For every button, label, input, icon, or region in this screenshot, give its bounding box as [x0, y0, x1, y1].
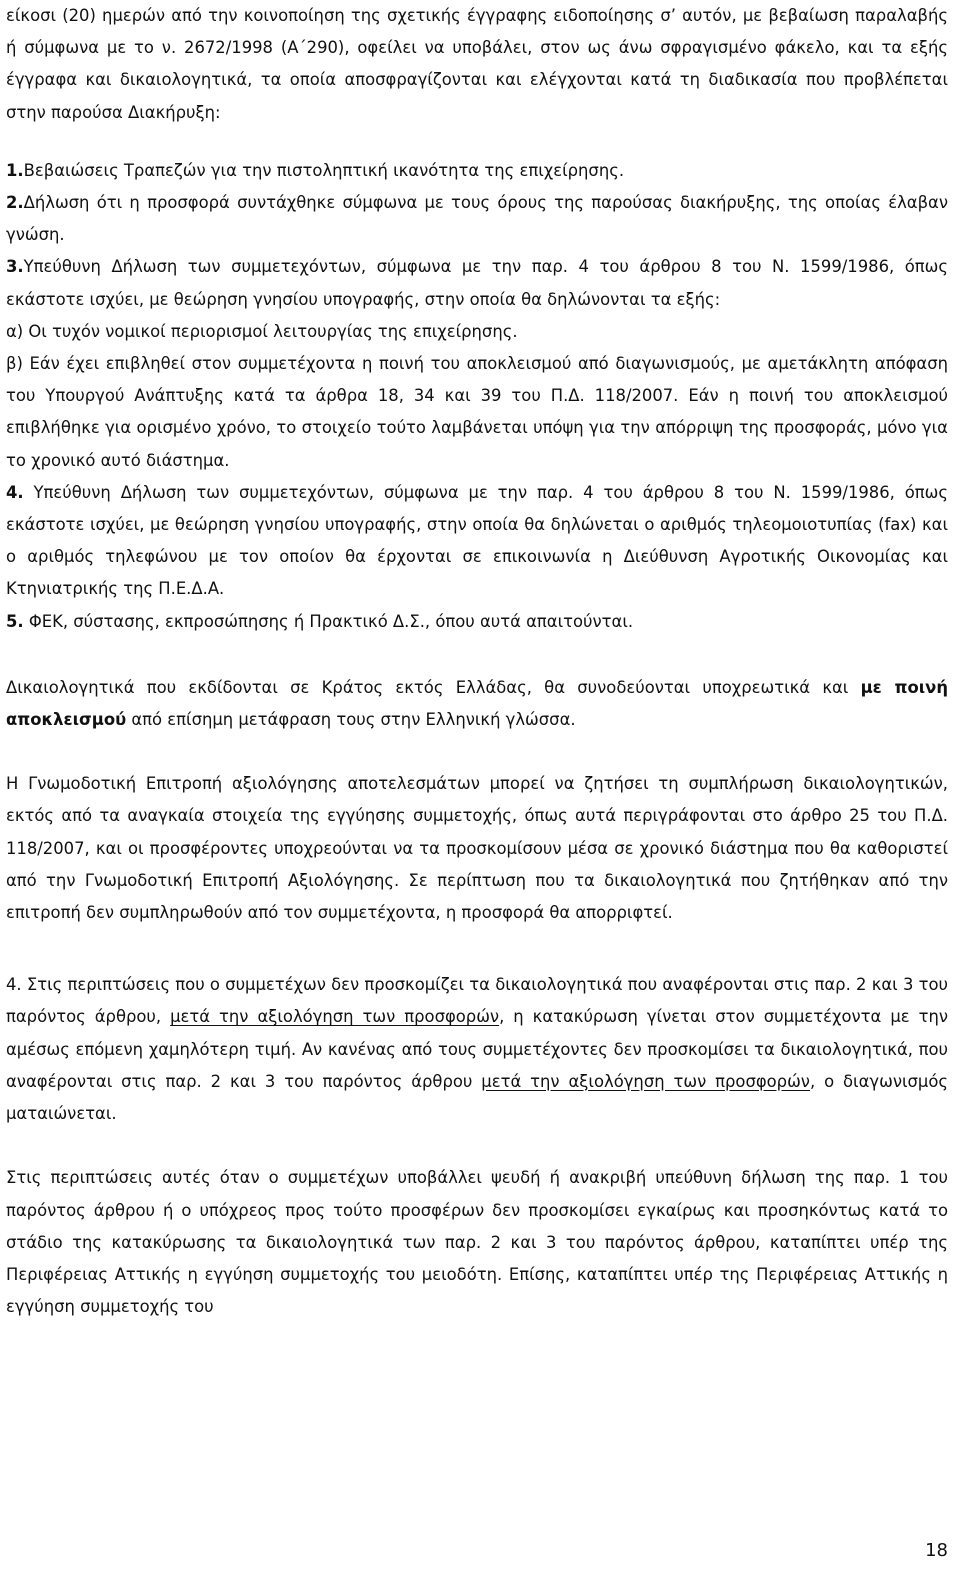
list-item-1 [6, 155, 948, 187]
document-page [6, 0, 948, 1323]
list-item-5 [6, 606, 948, 638]
spacer [6, 929, 948, 969]
text-run: Δικαιολογητικά που εκδίδονται σε Κράτος εκτός Ελλάδας, θα συνοδεύονται υποχρεωτικά και [6, 677, 861, 697]
spacer [6, 129, 948, 155]
foreign-documents-paragraph [6, 672, 948, 736]
item-text: ΦΕΚ, σύστασης, εκπροσώπησης ή Πρακτικό Δ.Σ., όπου αυτά απαιτούνται. [23, 611, 634, 631]
point-4-paragraph [6, 969, 948, 1130]
text-run: , η κατακύρωση γίνεται στον συμμετέχοντα με την αμέσως επόμενη χαμηλότερη τιμή. Αν κανένας από τους συμμετέχοντες δεν προσκομίσει τα δικαιολογητικά, που αναφέρονται στις παρ. 2 και 3 του παρόντος άρθρου [6, 1007, 949, 1091]
item-number: 1. [6, 160, 24, 180]
list-item-3 [6, 251, 948, 315]
spacer [6, 1130, 948, 1162]
underlined-text-run: μετά την αξιολόγηση των προσφορών [481, 1071, 810, 1091]
list-subitem-b: β) Εάν έχει επιβληθεί στον συμμετέχοντα η ποινή του αποκλεισμού από διαγωνισμούς, με αμετάκλητη απόφαση του Υπουργού Ανάπτυξης κατά τα άρθρα 18, 34 και 39 του Π.Δ. 118/2007. Εάν η ποινή του αποκλεισμού επιβλήθηκε για ορισμένο χρόνο, το στοιχείο τούτο λαμβάνεται υπόψη για την απόρριψη της προσφοράς, μόνο για το χρονικό αυτό διάστημα. [6, 354, 948, 470]
item-number: 3. [6, 257, 24, 277]
item-text: Βεβαιώσεις Τραπεζών για την πιστοληπτική ικανότητα της επιχείρησης. [23, 160, 625, 180]
committee-paragraph: Η Γνωμοδοτική Επιτροπή αξιολόγησης αποτελεσμάτων μπορεί να ζητήσει τη συμπλήρωση δικαιολογητικών, εκτός από τα αναγκαία στοιχεία της εγγύησης συμμετοχής, όπως αυτά περιγράφονται στο άρθρο 25 του Π.Δ. 118/2007, και οι προσφέροντες υποχρεούνται να τα προσκομίσουν μέσα σε χρονικό διάστημα που θα καθοριστεί από την Γνωμοδοτική Επιτροπή Αξιολόγησης. Σε περίπτωση που τα δικαιολογητικά που ζητήθηκαν από την επιτροπή δεν συμπληρωθούν από τον συμμετέχοντα, η προσφορά θα απορριφτεί. [6, 774, 948, 923]
bold-text-run: με ποινή αποκλεισμού [6, 677, 948, 730]
item-text: Υπεύθυνη Δήλωση των συμμετεχόντων, σύμφωνα με την παρ. 4 του άρθρου 8 του Ν. 1599/1986, όπως εκάστοτε ισχύει, με θεώρηση γνησίου υπογραφής, στην οποία θα δηλώνονται τα εξής: [6, 257, 948, 309]
item-number: 5. [6, 611, 24, 631]
page-number: 18 [925, 1540, 948, 1561]
item-text: Δήλωση ότι η προσφορά συντάχθηκε σύμφωνα με τους όρους της παρούσας διακήρυξης, της οποίας έλαβαν γνώση. [6, 193, 948, 245]
item-text: Υπεύθυνη Δήλωση των συμμετεχόντων, σύμφωνα με την παρ. 4 του άρθρου 8 του Ν. 1599/1986, όπως εκάστοτε ισχύει, με θεώρηση γνησίου υπογραφής, στην οποία θα δηλώνεται ο αριθμός τηλεομοιοτυπίας (fax) και ο αριθμός τηλεφώνου με τον οποίον θα έρχονται σε επικοινωνία η Διεύθυνση Αγροτικής Οικονομίας και Κτηνιατρικής της Π.Ε.Δ.Α. [6, 482, 948, 599]
list-subitem-a: α) Οι τυχόν νομικοί περιορισμοί λειτουργίας της επιχείρησης. [6, 321, 518, 341]
item-number: 4. [6, 482, 24, 502]
intro-paragraph: είκοσι (20) ημερών από την κοινοποίηση της σχετικής έγγραφης ειδοποίησης σ’ αυτόν, με βεβαίωση παραλαβής ή σύμφωνα με το ν. 2672/1998 (Α΄290), οφείλει να υποβάλει, στον ως άνω σφραγισμένο φάκελο, και τα εξής έγγραφα και δικαιολογητικά, τα οποία αποσφραγίζονται και ελέγχονται κατά τη διαδικασία που προβλέπεται στην παρούσα Διακήρυξη: [6, 6, 948, 122]
item-number: 2. [6, 193, 24, 213]
text-run: 4. Στις περιπτώσεις που ο συμμετέχων δεν προσκομίζει τα δικαιολογητικά που αναφέρονται στις παρ. 2 και 3 του παρόντος άρθρου, [6, 975, 948, 1027]
list-item-2 [6, 187, 948, 251]
list-item-4 [6, 477, 948, 606]
text-run: από επίσημη μετάφραση τους στην Ελληνική γλώσσα. [126, 710, 576, 730]
spacer [6, 638, 948, 672]
false-declaration-paragraph: Στις περιπτώσεις αυτές όταν ο συμμετέχων υποβάλλει ψευδή ή ανακριβή υπεύθυνη δήλωση της παρ. 1 του παρόντος άρθρου ή ο υπόχρεος προς τούτο προσφέρων δεν προσκομίσει εγκαίρως και προσηκόντως κατά το στάδιο της κατακύρωσης τα δικαιολογητικά των παρ. 2 και 3 του παρόντος άρθρου, καταπίπτει υπέρ της Περιφέρειας Αττικής η εγγύηση συμμετοχής του μειοδότη. Επίσης, καταπίπτει υπέρ της Περιφέρειας Αττικής η εγγύηση συμμετοχής του [6, 1168, 948, 1317]
underlined-text-run: μετά την αξιολόγηση των προσφορών [170, 1007, 500, 1027]
spacer [6, 736, 948, 768]
text-run: , ο διαγωνισμός ματαιώνεται. [6, 1071, 948, 1124]
